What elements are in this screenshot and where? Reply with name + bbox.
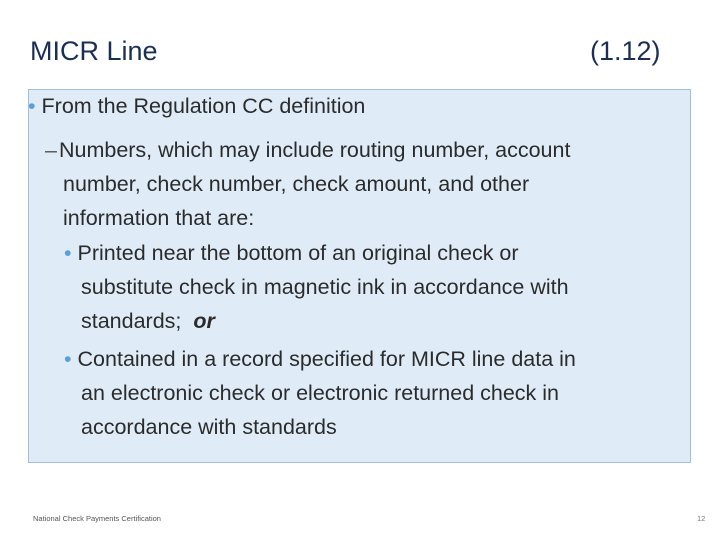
emphasis-or: or — [193, 309, 215, 333]
bullet-contained-in-record — [64, 342, 576, 444]
footer-label: National Check Payments Certification — [33, 514, 161, 523]
bullet-text-line-1: Contained in a record specified for MICR line data in — [77, 347, 576, 371]
bullet-text: From the Regulation CC definition — [41, 94, 366, 118]
bullet-numbers-definition — [45, 133, 570, 235]
bullet-marker-icon: • — [28, 94, 36, 118]
dash-marker-icon: – — [45, 138, 57, 162]
bullet-text-line-2: an electronic check or electronic returned check in — [81, 381, 560, 405]
bullet-text-line-3: information that are: — [63, 206, 255, 230]
bullet-text-line-2: number, check number, check amount, and other — [63, 172, 530, 196]
bullet-text-line-2: substitute check in magnetic ink in accordance with — [81, 275, 569, 299]
bullet-regulation-cc — [28, 92, 688, 120]
slide-title: MICR Line — [30, 36, 158, 66]
page-number: 12 — [697, 514, 706, 523]
section-reference: (1.12) — [590, 36, 661, 66]
bullet-text-line-3: standards; — [81, 309, 182, 333]
bullet-text-line-1: Numbers, which may include routing number, account — [58, 138, 571, 162]
bullet-printed-near-bottom — [64, 236, 569, 338]
bullet-text-line-3: accordance with standards — [81, 415, 337, 439]
bullet-text-line-1: Printed near the bottom of an original check or — [77, 241, 519, 265]
bullet-marker-icon: • — [64, 347, 72, 371]
bullet-marker-icon: • — [64, 241, 72, 265]
